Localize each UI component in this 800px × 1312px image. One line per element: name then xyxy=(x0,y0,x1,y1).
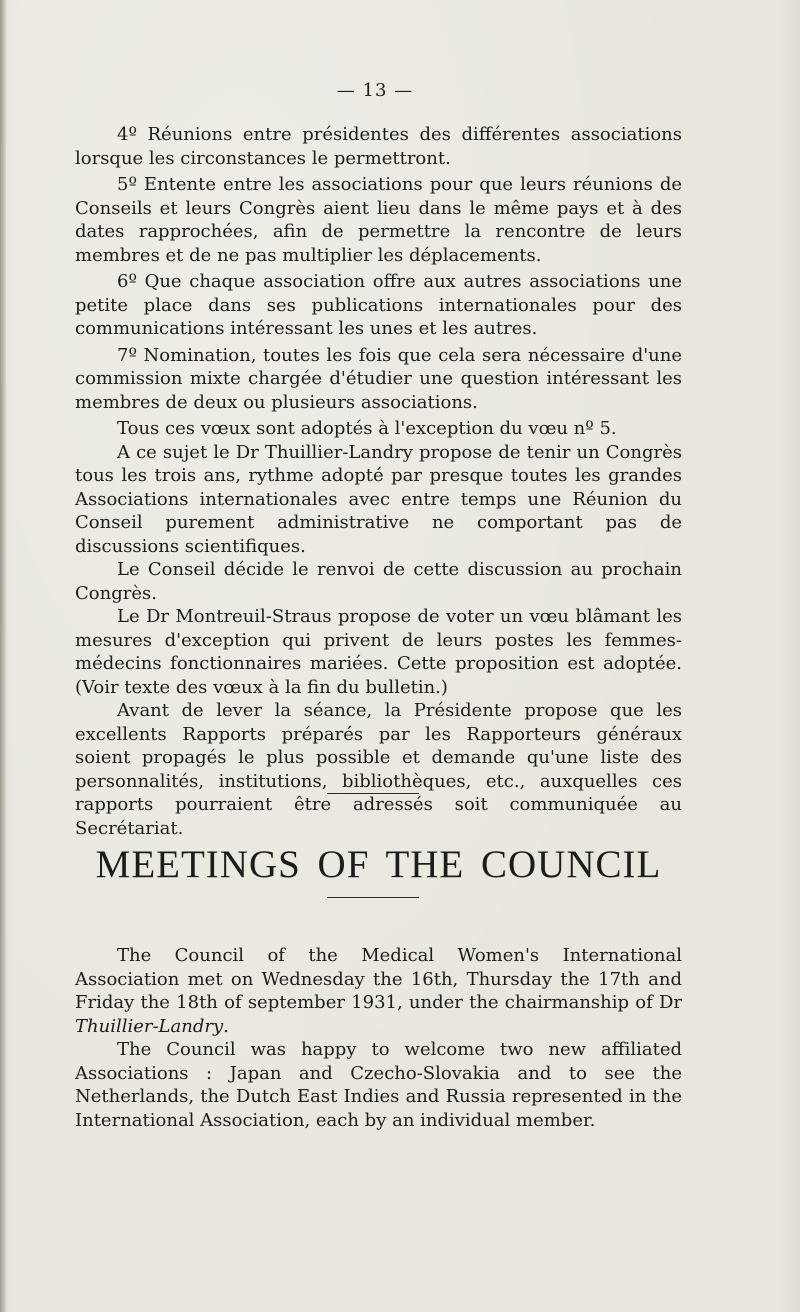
paragraph-item-7: 7º Nomination, toutes les fois que cela sera nécessaire d'une commission mixte chargée d'étudier une question intéressant les membres de deux ou plusieurs associations. xyxy=(75,344,682,413)
french-section xyxy=(75,123,682,840)
english-section xyxy=(75,944,682,1132)
council-meeting-end: . xyxy=(223,1015,229,1037)
paragraph-council-decision: Le Conseil décide le renvoi de cette discussion au prochain Congrès. xyxy=(75,559,682,604)
binding-edge xyxy=(0,0,6,1312)
paragraph-council-meeting xyxy=(75,944,682,1038)
paragraph-item-4: 4º Réunions entre présidentes des différentes associations lorsque les circonstances le permettront. xyxy=(75,124,682,169)
paragraph-item-6: 6º Que chaque association offre aux autres associations une petite place dans ses publications internationales pour des communications intéressant les unes et les autres. xyxy=(75,271,682,339)
section-title: MEETINGS OF THE COUNCIL xyxy=(95,843,662,886)
page-number: — 13 — xyxy=(336,80,414,101)
divider-top xyxy=(327,793,419,794)
paragraph-closing-remarks: Avant de lever la séance, la Présidente propose que les excellents Rapports préparés par les Rapporteurs généraux soient propagés le plus possible et demande qu'une liste des personnalités, institutions, bibliothèques, etc., auxquelles ces rapports pourraient être adressés soit communiquée au Secrétariat. xyxy=(75,700,682,839)
chair-name: Thuillier-Landry xyxy=(75,1015,224,1037)
paragraph-congress-proposal: A ce sujet le Dr Thuillier-Landry propose de tenir un Congrès tous les trois ans, rythme adopté par presque toutes les grandes Associations internationales avec entre temps une Réunion du Conseil purement administrative ne comportant pas de discussions scientifiques. xyxy=(75,441,682,557)
council-meeting-text: The Council of the Medical Women's International Association met on Wednesday the 16th, Thursday the 17th and Friday the 18th of september 1931, under the chairmanship of Dr xyxy=(75,945,682,1013)
paragraph-new-associations: The Council was happy to welcome two new affiliated Associations : Japan and Czecho-Slovakia and to see the Netherlands, the Dutch East Indies and Russia represented in the International Association, each by an individual member. xyxy=(75,1039,682,1131)
divider-bottom xyxy=(327,897,419,898)
paragraph-montreuil-straus: Le Dr Montreuil-Straus propose de voter un vœu blâmant les mesures d'exception qui privent de leurs postes les femmes-médecins fonctionnaires mariées. Cette proposition est adoptée. (Voir texte des vœux à la fin du bulletin.) xyxy=(75,606,682,698)
paragraph-item-5: 5º Entente entre les associations pour que leurs réunions de Conseils et leurs Congrès aient lieu dans le même pays et à des dates rapprochées, afin de permettre la rencontre de leurs membres et de ne pas multiplier les déplacements. xyxy=(75,174,682,266)
paragraph-votes-adopted: Tous ces vœux sont adoptés à l'exception du vœu nº 5. xyxy=(117,418,617,439)
